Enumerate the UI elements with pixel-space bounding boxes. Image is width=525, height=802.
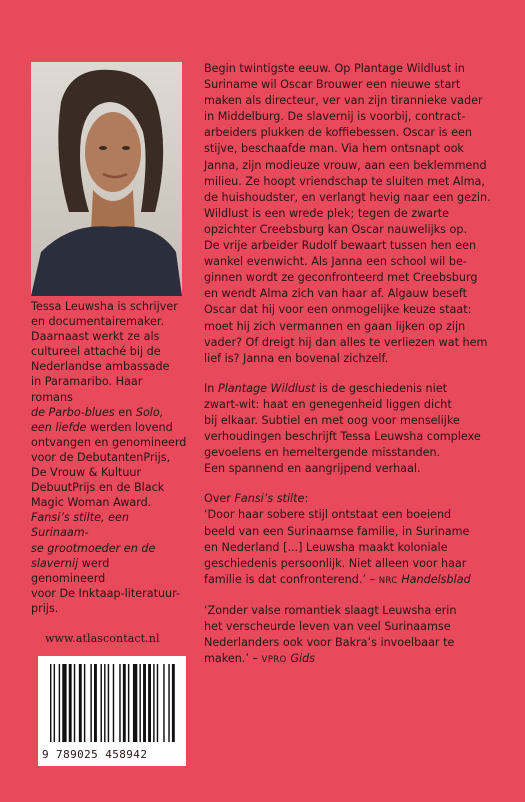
synopsis-line: en wendt Alma zich van haar af. Algauw beseft bbox=[204, 287, 468, 301]
bio-line: cultureel attaché bij de bbox=[31, 345, 161, 359]
bio-line: se grootmoeder en de bbox=[31, 541, 156, 555]
synopsis-line: Oscar dat hij voor een onmogelijke keuze staat: bbox=[204, 303, 472, 317]
review-quote-vpro bbox=[204, 603, 509, 668]
description-line: verhoudingen beschrijft Tessa Leuwsha complexe bbox=[204, 430, 481, 444]
bio-line: De Vrouw & Kultuur bbox=[31, 466, 142, 480]
book-title: de Parbo-blues bbox=[31, 405, 115, 419]
quote-line: ‘Zonder valse romantiek slaagt Leuwsha erin bbox=[204, 603, 457, 617]
book-title: Solo, bbox=[135, 405, 164, 419]
synopsis-line: De vrije arbeider Rudolf bewaart tussen hen een bbox=[204, 239, 477, 253]
synopsis-line: de huishoudster, en verlangt hevig naar een gezin. bbox=[204, 190, 491, 204]
review-header: Over Fansi’s stilte: bbox=[204, 492, 309, 506]
description-line: gevoelens en hemeltergende misstanden. bbox=[204, 446, 441, 460]
bio-line: in Paramaribo. Haar romans bbox=[31, 375, 143, 404]
quote-line: beeld van een Surinaamse familie, in Suriname bbox=[204, 524, 470, 538]
review-quote-nrc bbox=[204, 507, 509, 588]
synopsis-line: wankel evenwicht. Als Janna een school wil be- bbox=[204, 255, 467, 269]
synopsis-line: lief is? Janna en bovenal zichzelf. bbox=[204, 351, 389, 365]
synopsis-line: ginnen wordt ze geconfronteerd met Creebsburg bbox=[204, 271, 478, 285]
description-line: In Plantage Wildlust is de geschiedenis niet bbox=[204, 381, 448, 395]
bio-line: Nederlandse ambassade bbox=[31, 360, 170, 374]
synopsis-line: Suriname wil Oscar Brouwer een nieuwe start bbox=[204, 78, 461, 92]
synopsis-line: milieu. Ze hoopt vriendschap te sluiten met Alma, bbox=[204, 174, 485, 188]
synopsis-line: maken als directeur, ver van zijn tirannieke vader bbox=[204, 94, 483, 108]
description-line: Een spannend en aangrijpend verhaal. bbox=[204, 462, 421, 476]
bio-line: ontvangen en genomineerd bbox=[31, 435, 187, 449]
isbn-barcode bbox=[38, 656, 186, 766]
synopsis-line: arbeiders plukken de koffiebessen. Oscar is een bbox=[204, 126, 472, 140]
synopsis-line: stijve, beschaafde man. Via hem ontsnapt ook bbox=[204, 142, 464, 156]
bio-line: de Parbo-blues en Solo, bbox=[31, 405, 164, 419]
synopsis-line: Wildlust is een wrede plek; tegen de zwarte bbox=[204, 206, 450, 220]
quote-source: VPRO bbox=[261, 655, 287, 666]
description-line: bij elkaar. Subtiel en met oog voor menselijke bbox=[204, 413, 460, 427]
bio-line: Magic Woman Award. bbox=[31, 496, 152, 510]
quote-line: ‘Door haar sobere stijl ontstaat een boeiend bbox=[204, 508, 452, 522]
isbn-number: 9 789025 458942 bbox=[42, 748, 148, 761]
author-photo bbox=[31, 62, 182, 296]
quote-line: geschiedenis persoonlijk. Niet alleen voor haar bbox=[204, 556, 467, 570]
quote-source: NRC bbox=[378, 575, 398, 586]
synopsis-line: moet hij zich vermannen en gaan lijken op zijn bbox=[204, 319, 466, 333]
barcode-bars bbox=[42, 664, 182, 742]
synopsis-line: vader? Of dreigt hij dan alles te verliezen wat hem bbox=[204, 335, 488, 349]
quote-source: Gids bbox=[286, 652, 316, 666]
quote-line: Nederlanders ook voor Bakra’s invoelbaar te bbox=[204, 636, 455, 650]
description-line: zwart-wit: haat en genegenheid liggen dicht bbox=[204, 397, 452, 411]
synopsis-line: Begin twintigste eeuw. Op Plantage Wildlust in bbox=[204, 62, 465, 75]
bio-line: prijs. bbox=[31, 601, 59, 615]
bio-line: Fansi’s stilte, een Surinaam- bbox=[31, 511, 129, 540]
author-bio bbox=[31, 299, 187, 616]
back-cover-text bbox=[204, 61, 509, 668]
bio-line: slavernij werd genomineerd bbox=[31, 556, 110, 585]
quote-line: maken.’ – VPRO Gids bbox=[204, 652, 316, 666]
synopsis-line: in Middelburg. De slavernij is voorbij, contract- bbox=[204, 110, 466, 124]
synopsis bbox=[204, 61, 509, 367]
bio-line: Daarnaast werkt ze als bbox=[31, 330, 160, 344]
book-title: een liefde bbox=[31, 420, 87, 434]
bio-line: Tessa Leuwsha is schrijver bbox=[31, 300, 178, 313]
bio-line: voor de DebutantenPrijs, bbox=[31, 450, 171, 464]
bio-line: en documentairemaker. bbox=[31, 315, 165, 329]
synopsis-line: opzichter Creebsburg kan Oscar nauwelijks op. bbox=[204, 222, 468, 236]
book-title: Plantage Wildlust bbox=[217, 381, 316, 395]
publisher-website: www.atlascontact.nl bbox=[45, 632, 160, 645]
quote-source: Handelsblad bbox=[397, 572, 471, 586]
quote-line: en Nederland [...] Leuwsha maakt koloniale bbox=[204, 540, 448, 554]
bio-line: DebuutPrijs en de Black bbox=[31, 481, 165, 495]
quote-line: familie is dat confronterend.’ – NRC Handelsblad bbox=[204, 572, 471, 586]
bio-line: een liefde werden lovend bbox=[31, 420, 173, 434]
synopsis-line: Janna, zijn modieuze vrouw, aan een beklemmend bbox=[204, 158, 487, 172]
book-description bbox=[204, 381, 509, 478]
quote-line: het verscheurde leven van veel Surinaamse bbox=[204, 620, 451, 633]
bio-line: voor De Inktaap-literatuur- bbox=[31, 586, 181, 600]
